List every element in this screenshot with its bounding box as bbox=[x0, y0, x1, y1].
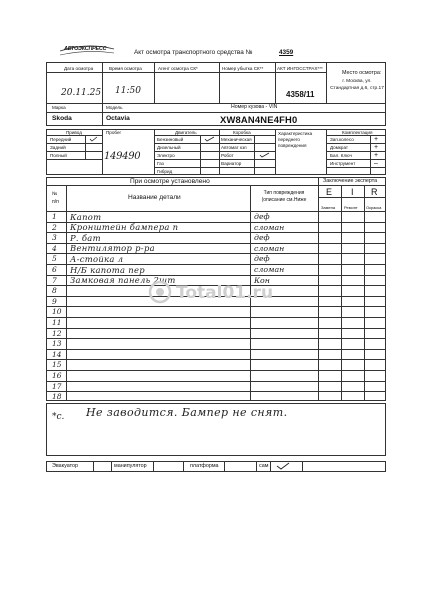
row-part-name: Р. бат bbox=[70, 232, 101, 243]
row-part-name: Н/Б капота пер bbox=[70, 264, 145, 275]
checkmark-icon bbox=[276, 462, 290, 470]
engine-option-diesel: Дизельный bbox=[157, 145, 181, 150]
row-divider bbox=[46, 338, 386, 339]
minus-icon: – bbox=[374, 160, 378, 167]
place-value: г. Москва, ул. Стандартная д.6, стр.17 bbox=[330, 79, 384, 91]
row-divider bbox=[46, 381, 386, 382]
time-label: Время осмотра bbox=[109, 66, 142, 71]
kit-option-wrench: Бал. Ключ bbox=[330, 153, 352, 158]
watermark-circle-icon bbox=[148, 280, 172, 304]
mileage-value: 149490 bbox=[104, 151, 141, 162]
make-label: Марка bbox=[52, 105, 66, 110]
row-number: 4 bbox=[52, 243, 57, 253]
page-title: Акт осмотра транспортного средства № bbox=[134, 49, 253, 56]
row-divider bbox=[46, 359, 386, 360]
checkmark-icon bbox=[204, 136, 215, 142]
row-number: 3 bbox=[52, 233, 57, 243]
watermark-text: Total01.ru bbox=[176, 283, 274, 303]
model-value: Octavia bbox=[106, 115, 130, 122]
row-number: 9 bbox=[52, 296, 57, 306]
row-part-name: Капот bbox=[70, 211, 102, 222]
row-divider bbox=[46, 328, 386, 329]
row-number: 7 bbox=[52, 275, 57, 285]
gearbox-option-auto: Автомат кзп bbox=[221, 145, 247, 150]
act-number: 4359 bbox=[279, 49, 294, 56]
model-label: Модель bbox=[106, 105, 123, 110]
row-damage-type: Кон bbox=[254, 275, 270, 285]
row-damage-type: деф bbox=[254, 233, 270, 243]
col-i-header: I bbox=[351, 187, 354, 197]
kit-label: Комплектация bbox=[342, 130, 373, 135]
drive-option-front: Передний bbox=[50, 137, 72, 142]
drive-option-all: Полный bbox=[50, 153, 67, 158]
kit-option-jack: Домкрат bbox=[330, 145, 348, 150]
manipulator-label: манипулятор bbox=[114, 463, 147, 469]
inspection-title: При осмотре установлено bbox=[130, 178, 210, 185]
row-number: 18 bbox=[52, 392, 62, 402]
drive-option-rear: Задний bbox=[50, 145, 66, 150]
place-label: Место осмотра: bbox=[342, 70, 382, 76]
row-part-name: Замковая панель 2шт bbox=[70, 275, 176, 286]
row-part-name: Кронштейн бампера п bbox=[70, 222, 179, 233]
own-label: сам bbox=[259, 463, 269, 469]
watermark-logo bbox=[148, 280, 172, 309]
col-damage-type-header: Тип повреждения (описание см.Ниже bbox=[261, 190, 307, 203]
logo-text: АВТОЭКСПРЕСС bbox=[64, 46, 107, 52]
row-damage-type: деф bbox=[254, 254, 270, 264]
plus-icon: + bbox=[374, 136, 379, 143]
row-number: 5 bbox=[52, 254, 57, 264]
engine-option-gas: Газ bbox=[157, 161, 164, 166]
ingosstrakh-act-value: 4358/11 bbox=[286, 90, 315, 99]
gearbox-label: Коробка bbox=[233, 130, 251, 135]
row-divider bbox=[46, 370, 386, 371]
gearbox-option-robot: Робот bbox=[221, 153, 234, 158]
row-divider bbox=[46, 349, 386, 350]
notes-label: *с. bbox=[52, 412, 65, 422]
row-number: 10 bbox=[52, 307, 62, 317]
engine-option-petrol: Бензиновый bbox=[157, 137, 184, 142]
plus-icon: + bbox=[374, 152, 379, 159]
kit-option-tools: Инструмент bbox=[330, 161, 356, 166]
row-damage-type: сломан bbox=[254, 265, 285, 274]
row-number: 15 bbox=[52, 360, 62, 370]
platform-label: платформа bbox=[190, 463, 219, 469]
row-number: 1 bbox=[52, 212, 57, 221]
checkmark-icon bbox=[259, 152, 270, 158]
col-e-sub: Замена bbox=[321, 205, 336, 210]
row-divider bbox=[46, 317, 386, 318]
row-damage-type: сломан bbox=[254, 222, 285, 232]
row-number: 13 bbox=[52, 339, 62, 349]
row-divider bbox=[46, 391, 386, 392]
col-i-sub: Ремонт bbox=[344, 205, 358, 210]
engine-label: Двигатель bbox=[175, 130, 197, 135]
row-number: 8 bbox=[52, 286, 57, 296]
date-label: Дата осмотра bbox=[64, 66, 94, 71]
row-damage-type: сломан bbox=[254, 243, 285, 253]
col-part-header: Название детали bbox=[128, 194, 181, 201]
row-number: 11 bbox=[52, 318, 62, 327]
col-r-sub: Окраска bbox=[366, 205, 382, 210]
checkmark-icon bbox=[89, 136, 98, 142]
row-number: 17 bbox=[52, 381, 62, 391]
mileage-label: Пробег bbox=[106, 130, 122, 135]
col-num-header: № п/п bbox=[52, 191, 59, 205]
ingosstrakh-act-label: АКТ ИНГОССТРАХ*** bbox=[277, 66, 323, 71]
date-value: 20.11.25 bbox=[61, 88, 102, 98]
gearbox-option-variator: Вариатор bbox=[221, 161, 242, 166]
kit-option-spare-wheel: Зап.колесо bbox=[330, 137, 354, 142]
agent-label: Агент осмотра СК* bbox=[158, 66, 198, 71]
make-value: Skoda bbox=[52, 115, 72, 122]
row-number: 6 bbox=[52, 265, 57, 274]
logo bbox=[58, 44, 116, 56]
row-number: 16 bbox=[52, 371, 62, 380]
row-number: 2 bbox=[52, 222, 57, 232]
damage-characteristic-label: Характеристика переднего повреждения bbox=[278, 131, 313, 148]
row-number: 12 bbox=[52, 328, 62, 338]
notes-text: Не заводится. Бампер не снят. bbox=[86, 406, 288, 419]
evacuator-label: Эвакуатор bbox=[52, 463, 79, 469]
plus-icon: + bbox=[374, 144, 379, 151]
vin-label: Номер кузова - VIN bbox=[231, 104, 278, 110]
vin-value: XW8AN4NE4FH0 bbox=[220, 114, 298, 125]
drive-label: Привод bbox=[66, 130, 82, 135]
row-part-name: Вентилятор р-ра bbox=[70, 243, 155, 254]
col-e-header: E bbox=[326, 187, 333, 197]
row-part-name: А-стойка л bbox=[70, 253, 124, 264]
col-r-header: R bbox=[371, 187, 378, 197]
row-number: 14 bbox=[52, 349, 62, 359]
time-value: 11:50 bbox=[115, 86, 141, 96]
engine-option-electro: Электро bbox=[157, 153, 175, 158]
gearbox-option-manual: Механическая bbox=[221, 137, 252, 142]
claim-number-label: Номер убытка СК** bbox=[222, 66, 264, 71]
row-damage-type: деф bbox=[254, 212, 270, 221]
engine-option-hybrid: Гибрид bbox=[157, 169, 173, 174]
row-divider bbox=[46, 306, 386, 307]
conclusion-title: Заключение эксперта bbox=[323, 178, 378, 184]
